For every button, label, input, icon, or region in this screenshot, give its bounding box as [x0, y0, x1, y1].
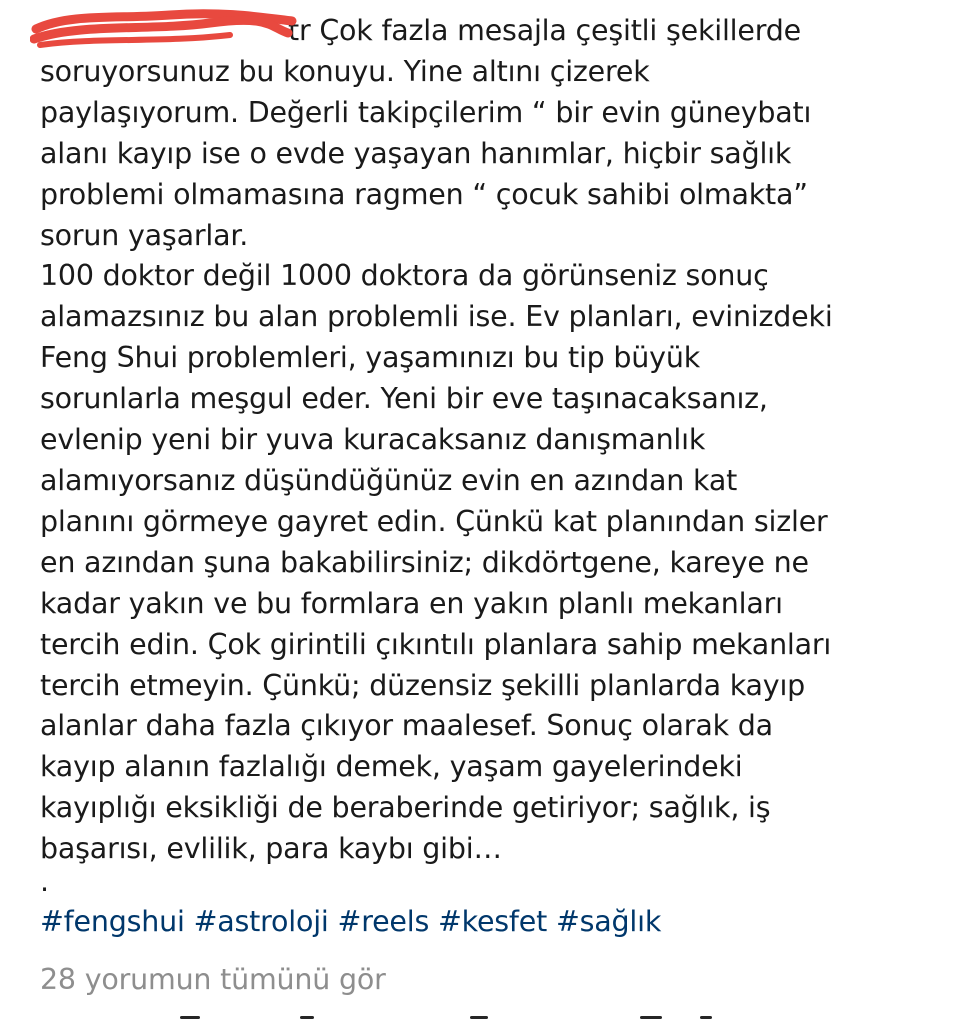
- cut-off-next-line: [0, 1016, 974, 1024]
- hashtag-saglik[interactable]: #sağlık: [555, 905, 662, 938]
- caption-line: evlenip yeni bir yuva kuracaksanız danışmanlık: [40, 423, 706, 457]
- caption-line: alanlar daha fazla çıkıyor maalesef. Sonuç olarak da: [40, 709, 773, 743]
- caption-line: Feng Shui problemleri, yaşamınızı bu tip büyük: [40, 341, 700, 375]
- hashtag-kesfet[interactable]: #kesfet: [437, 905, 548, 938]
- hashtag-list: [40, 901, 661, 943]
- hashtag-astroloji[interactable]: #astroloji: [193, 905, 329, 938]
- caption-line: kadar yakın ve bu formlara en yakın planlı mekanları: [40, 586, 783, 620]
- caption-line: 100 doktor değil 1000 doktora da görünseniz sonuç: [40, 259, 769, 293]
- hashtag-reels[interactable]: #reels: [337, 905, 430, 938]
- caption-line: alanı kayıp ise o evde yaşayan hanımlar, hiçbir sağlık: [40, 136, 792, 170]
- caption-line: sorunlarla meşgul eder. Yeni bir eve taşınacaksanız,: [40, 382, 768, 416]
- post-caption: [40, 11, 960, 870]
- view-all-comments-link[interactable]: 28 yorumun tümünü gör: [40, 963, 386, 996]
- caption-line: paylaşıyorum. Değerli takipçilerim “ bir evin güneybatı: [40, 95, 812, 129]
- caption-line: en azından şuna bakabilirsiniz; dikdörtgene, kareye ne: [40, 545, 809, 579]
- caption-line: problemi olmamasına ragmen “ çocuk sahibi olmakta”: [40, 177, 808, 211]
- caption-line: alamıyorsanız düşündüğünüz evin en azından kat: [40, 463, 738, 497]
- caption-separator-dot: .: [40, 865, 50, 898]
- caption-line: soruyorsunuz bu konuyu. Yine altını çizerek: [40, 54, 650, 88]
- redacted-username-scribble: [40, 11, 288, 51]
- caption-line: kayıplığı eksikliği de beraberinde getiriyor; sağlık, iş: [40, 791, 771, 825]
- caption-line: başarısı, evlilik, para kaybı gibi…: [40, 832, 502, 866]
- caption-line: kayıp alanın fazlalığı demek, yaşam gayelerindeki: [40, 750, 743, 784]
- caption-line: planını görmeye gayret edin. Çünkü kat planından sizler: [40, 504, 828, 538]
- caption-line: tercih etmeyin. Çünkü; düzensiz şekilli planlarda kayıp: [40, 668, 806, 702]
- caption-line: tercih edin. Çok girintili çıkıntılı planlara sahip mekanları: [40, 627, 832, 661]
- hashtag-fengshui[interactable]: #fengshui: [40, 905, 185, 938]
- caption-line-1: [40, 11, 960, 52]
- caption-first-line-text: tr Çok fazla mesajla çeşitli şekillerde: [288, 14, 801, 47]
- caption-line: alamazsınız bu alan problemli ise. Ev planları, evinizdeki: [40, 300, 833, 334]
- caption-line: sorun yaşarlar.: [40, 218, 249, 252]
